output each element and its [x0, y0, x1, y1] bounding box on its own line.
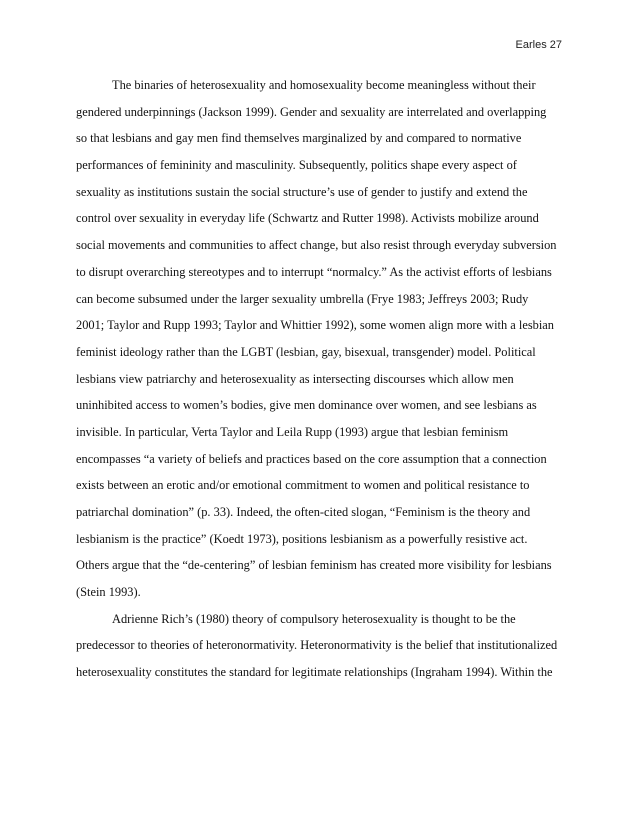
paragraph-1-line-9: can become subsumed under the larger sexuality umbrella (Frye 1983; Jeffreys 2003; Rudy — [76, 291, 529, 306]
paragraph-2-line-1: Adrienne Rich’s (1980) theory of compulsory heterosexuality is thought to be the — [112, 611, 516, 626]
paragraph-1-line-11: feminist ideology rather than the LGBT (lesbian, gay, bisexual, transgender) model. Political — [76, 344, 536, 359]
paragraph-1-line-18: lesbianism is the practice” (Koedt 1973), positions lesbianism as a powerfully resistive act. — [76, 531, 528, 546]
paragraph-1-line-2: gendered underpinnings (Jackson 1999). Gender and sexuality are interrelated and overlapping — [76, 104, 547, 119]
paragraph-1-line-20: (Stein 1993). — [76, 585, 141, 600]
paragraph-1-line-14: invisible. In particular, Verta Taylor and Leila Rupp (1993) argue that lesbian feminism — [76, 424, 509, 439]
paragraph-2-line-3: heterosexuality constitutes the standard for legitimate relationships (Ingraham 1994). Within the — [76, 665, 553, 680]
paragraph-1-line-4: performances of femininity and masculinity. Subsequently, politics shape every aspect of — [76, 158, 517, 173]
paragraph-1-line-5: sexuality as institutions sustain the social structure’s use of gender to justify and extend the — [76, 184, 528, 199]
paragraph-1-line-15: encompasses “a variety of beliefs and practices based on the core assumption that a connection — [76, 451, 547, 466]
paragraph-1-line-19: Others argue that the “de-centering” of lesbian feminism has created more visibility for lesbians — [76, 558, 552, 573]
paragraph-1-line-7: social movements and communities to affect change, but also resist through everyday subversion — [76, 238, 557, 253]
paragraph-1-line-10: 2001; Taylor and Rupp 1993; Taylor and Whittier 1992), some women align more with a lesbian — [76, 318, 554, 333]
body-text — [76, 72, 576, 686]
paragraph-1-line-16: exists between an erotic and/or emotional commitment to women and political resistance to — [76, 478, 530, 493]
running-head: Earles 27 — [515, 39, 562, 51]
paragraph-1-line-1: The binaries of heterosexuality and homosexuality become meaningless without their — [112, 78, 536, 92]
paragraph-1-line-12: lesbians view patriarchy and heterosexuality as intersecting discourses which allow men — [76, 371, 514, 386]
paragraph-1-line-3: so that lesbians and gay men find themselves marginalized by and compared to normative — [76, 131, 522, 146]
paragraph-1-line-8: to disrupt overarching stereotypes and to interrupt “normalcy.” As the activist efforts of lesbians — [76, 264, 552, 279]
paragraph-1-line-13: uninhibited access to women’s bodies, give men dominance over women, and see lesbians as — [76, 398, 537, 413]
paragraph-2-line-2: predecessor to theories of heteronormativity. Heteronormativity is the belief that institutionalized — [76, 638, 558, 653]
paragraph-1-line-6: control over sexuality in everyday life (Schwartz and Rutter 1998). Activists mobilize around — [76, 211, 539, 226]
paragraph-1-line-17: patriarchal domination” (p. 33). Indeed, the often-cited slogan, “Feminism is the theory and — [76, 505, 531, 519]
